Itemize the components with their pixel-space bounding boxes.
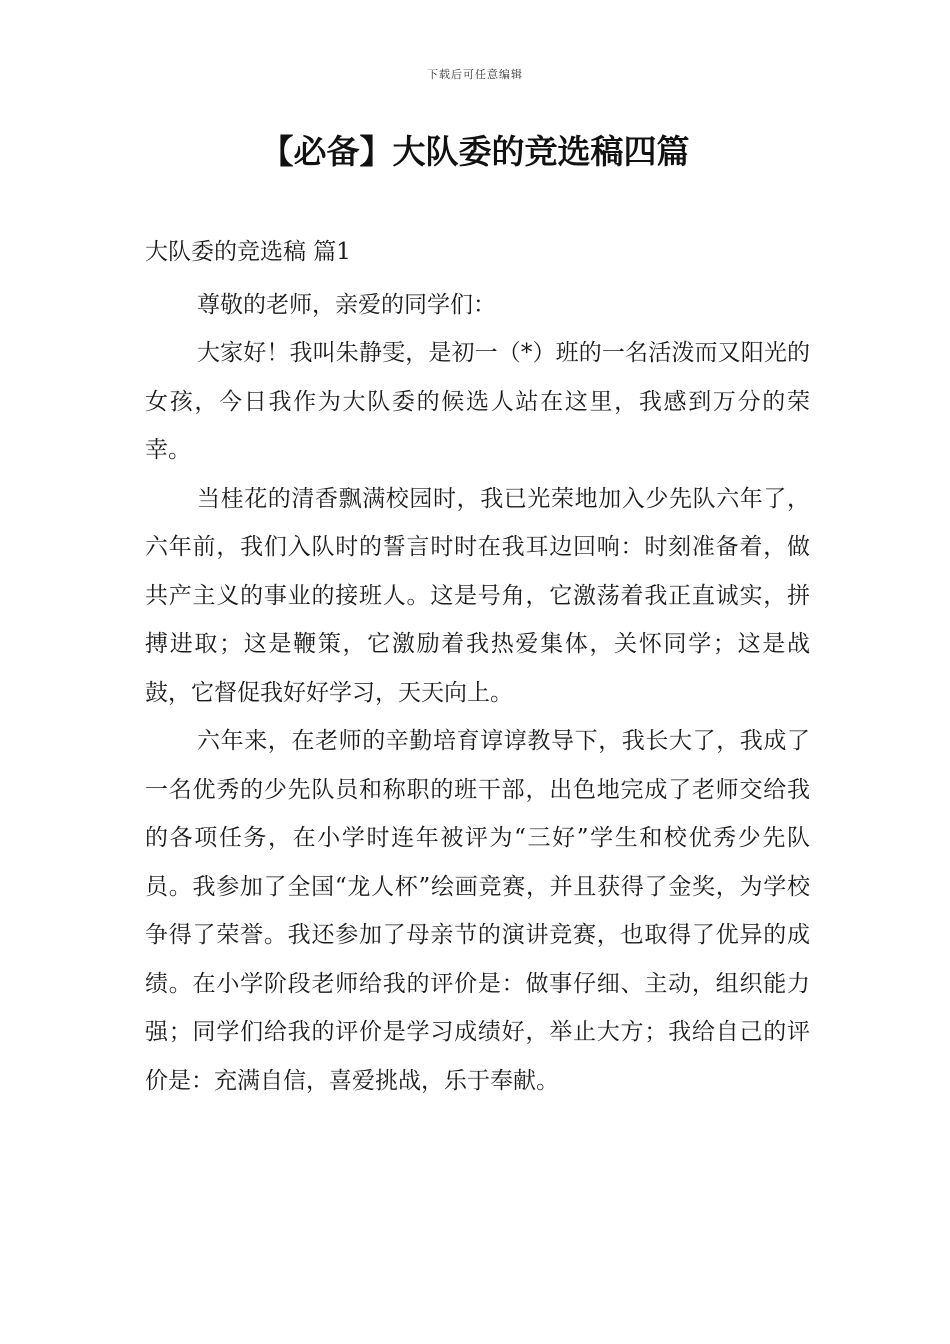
document-body (145, 228, 810, 1105)
paragraph-pioneer-oath: 当桂花的清香飘满校园时，我已光荣地加入少先队六年了，六年前，我们入队时的誓言时时在我耳边回响：时刻准备着，做共产主义的事业的接班人。这是号角，它激荡着我正直诚实，拼搏进取；这是鞭策，它激励着我热爱集体，关怀同学；这是战鼓，它督促我好好学习，天天向上。 (145, 485, 810, 706)
paragraph-achievements: 六年来，在老师的辛勤培育谆谆教导下，我长大了，我成了一名优秀的少先队员和称职的班干部，出色地完成了老师交给我的各项任务，在小学时连年被评为“三好”学生和校优秀少先队员。我参加了全国“龙人杯”绘画竞赛，并且获得了金奖，为学校争得了荣誉。我还参加了母亲节的演讲竞赛，也取得了优异的成绩。在小学阶段老师给我的评价是：做事仔细、主动，组织能力强；同学们给我的评价是学习成绩好，举止大方；我给自己的评价是：充满自信，喜爱挑战，乐于奉献。 (145, 728, 810, 1094)
header-note: 下载后可任意编辑 (427, 68, 523, 81)
paragraph-introduction: 大家好！我叫朱静雯，是初一（*）班的一名活泼而又阳光的女孩，今日我作为大队委的候选人站在这里，我感到万分的荣幸。 (145, 340, 810, 463)
paragraph-greeting: 尊敬的老师，亲爱的同学们： (197, 291, 496, 318)
document-title: 【必备】大队委的竞选稿四篇 (260, 132, 690, 171)
section-heading: 大队委的竞选稿 篇1 (145, 239, 351, 265)
